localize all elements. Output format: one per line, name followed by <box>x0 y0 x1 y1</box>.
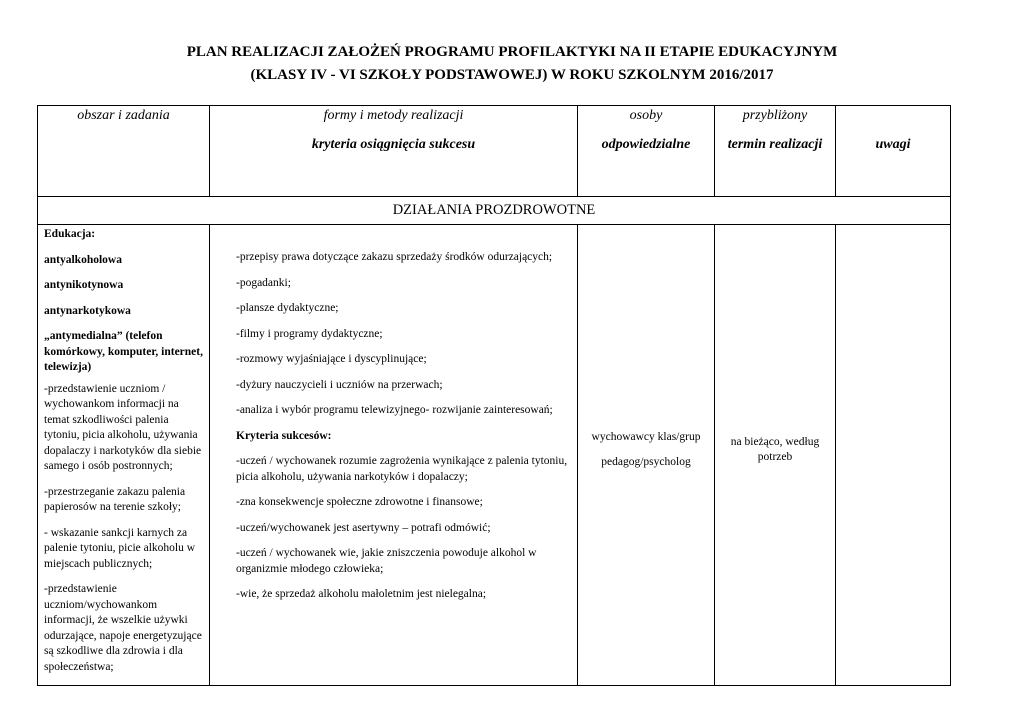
header-responsible-label1: osoby <box>629 108 663 123</box>
responsible-line1: wychowawcy klas/grup <box>591 430 701 443</box>
method-item: -plansze dydaktyczne; <box>236 302 339 314</box>
method-item: -dyżury nauczycieli i uczniów na przerwach; <box>236 378 443 391</box>
task-item: -przedstawienie uczniom/wychowankom informacji, że wszelkie używki odurzające, napoje energetyzujące są szkodliwe dla zdrowia i dla społeczeństwa; <box>44 583 202 673</box>
criteria-item: -wie, że sprzedaż alkoholu małoletnim jest nielegalna; <box>236 588 487 600</box>
responsible-cell <box>578 225 715 686</box>
criteria-item: -zna konsekwencje społeczne zdrowotne i finansowe; <box>236 496 483 508</box>
method-item: -pogadanki; <box>236 276 291 289</box>
criteria-heading: Kryteria sukcesów: <box>236 429 332 442</box>
header-responsible-label2: odpowiedzialne <box>601 137 691 152</box>
document-title-line1: PLAN REALIZACJI ZAŁOŻEŃ PROGRAMU PROFILAKTYKI NA II ETAPIE EDUKACYJNYM <box>186 44 838 60</box>
term-text: na bieżąco, według potrzeb <box>730 435 820 463</box>
task-item: -przedstawienie uczniom / wychowankom informacji na temat szkodliwości palenia tytoniu, picia alkoholu, używania dopalaczy i narkotyków dla siebie samego i osób postronnych; <box>44 382 202 472</box>
criteria-item: -uczeń / wychowanek rozumie zagrożenia wynikające z palenia tytoniu, picia alkoholu, używania narkotyków i dopalaczy; <box>236 455 568 483</box>
area-item: „antymedialna” (telefon komórkowy, komputer, internet, telewizja) <box>44 330 203 373</box>
header-term-label2: termin realizacji <box>727 137 823 152</box>
document-title-line2: (KLASY IV - VI SZKOŁY PODSTAWOWEJ) W ROKU SZKOLNYM 2016/2017 <box>250 67 774 83</box>
area-item: antynarkotykowa <box>44 304 131 317</box>
content-row <box>38 225 951 686</box>
responsible-line2: pedagog/psycholog <box>601 456 691 468</box>
header-methods-label: formy i metody realizacji <box>323 108 464 123</box>
notes-cell <box>836 225 951 686</box>
header-tasks <box>38 106 210 197</box>
tasks-cell <box>38 225 210 686</box>
term-cell <box>715 225 836 686</box>
header-responsible <box>578 106 715 197</box>
section-row <box>38 197 951 225</box>
methods-cell <box>210 225 578 686</box>
header-notes <box>836 106 951 197</box>
header-criteria-label: kryteria osiągnięcia sukcesu <box>311 137 476 152</box>
tasks-heading: Edukacja: <box>44 228 96 240</box>
criteria-item: -uczeń/wychowanek jest asertywny – potrafi odmówić; <box>236 521 491 534</box>
area-item: antynikotynowa <box>44 279 124 291</box>
method-item: -filmy i programy dydaktyczne; <box>236 327 383 340</box>
area-item: antyalkoholowa <box>44 253 122 266</box>
header-methods <box>210 106 578 197</box>
task-item: - wskazanie sankcji karnych za palenie tytoniu, picie alkoholu w miejscach publicznych; <box>44 526 196 570</box>
method-item: -przepisy prawa dotyczące zakazu sprzedaży środków odurzających; <box>236 251 553 263</box>
method-item: -analiza i wybór programu telewizyjnego- rozwijanie zainteresowań; <box>236 404 553 416</box>
header-tasks-label: obszar i zadania <box>77 108 170 123</box>
header-term <box>715 106 836 197</box>
header-notes-label: uwagi <box>875 137 911 152</box>
task-item: -przestrzeganie zakazu palenia papierosów na terenie szkoły; <box>44 485 186 513</box>
criteria-item: -uczeń / wychowanek wie, jakie zniszczenia powoduje alkohol w organizmie młodego człowieka; <box>236 547 537 575</box>
plan-table <box>37 105 951 686</box>
header-row <box>38 106 951 197</box>
method-item: -rozmowy wyjaśniające i dyscyplinujące; <box>236 353 427 365</box>
header-term-label1: przybliżony <box>742 108 808 123</box>
section-title: DZIAŁANIA PROZDROWOTNE <box>38 197 951 225</box>
